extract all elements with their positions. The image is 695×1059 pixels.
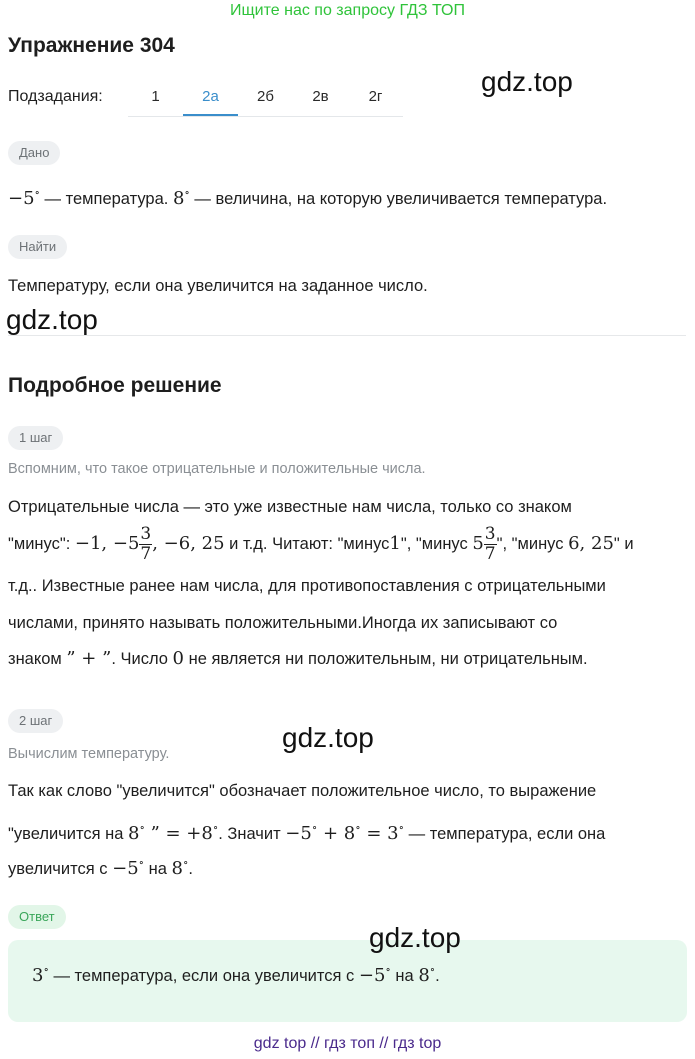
divider	[8, 335, 686, 336]
watermark: gdz.top	[369, 922, 461, 953]
given-text: −5∘ — температура. 8∘ — величина, на которую увеличивается температура.	[8, 186, 608, 209]
step2-line3: увеличится с −5∘ на 8∘.	[8, 856, 193, 879]
find-text: Температуру, если она увеличится на заданное число.	[8, 277, 428, 295]
step2-line2: "увеличится на 8∘ ” = +8∘. Значит −5∘ + 8∘ = 3∘ — температура, если она	[8, 821, 606, 844]
tab-2v[interactable]: 2в	[312, 88, 329, 105]
step1-hint: Вспомним, что такое отрицательные и положительные числа.	[8, 461, 426, 477]
footer-links[interactable]: gdz top // гдз топ // гдз top	[253, 1035, 442, 1052]
promo-banner[interactable]: Ищите нас по запросу ГДЗ ТОП	[230, 2, 465, 19]
subtasks-tabs	[128, 76, 403, 117]
step1-line1: Отрицательные числа — это уже известные нам числа, только со знаком	[8, 498, 572, 516]
step1-badge: 1 шаг	[8, 426, 63, 450]
step1-line5: знаком ” + ”. Число 0 не является ни положительным, ни отрицательным.	[8, 648, 588, 669]
tab-2g[interactable]: 2г	[368, 88, 383, 105]
subtasks-label: Подзадания:	[8, 88, 103, 105]
tab-2a[interactable]: 2а	[183, 76, 238, 116]
watermark: gdz.top	[6, 304, 98, 335]
page-title: Упражнение 304	[8, 34, 175, 57]
find-badge: Найти	[8, 235, 67, 259]
step1-line2: "минус": −1, −5 $\frac{3}{7}$ , −6, 25 и т.д. Читают: "минус1", "минус 5 $\frac{3}{7}$ ", "минус 6, 25" и	[8, 524, 634, 565]
given-badge: Дано	[8, 141, 60, 165]
tab-2b[interactable]: 2б	[257, 88, 274, 105]
step2-hint: Вычислим температуру.	[8, 746, 170, 762]
watermark: gdz.top	[282, 722, 374, 753]
tab-1[interactable]: 1	[151, 88, 160, 105]
solution-title: Подробное решение	[8, 374, 222, 397]
step1-line4: числами, принято называть положительными.Иногда их записывают со	[8, 614, 558, 632]
step2-line1: Так как слово "увеличится" обозначает положительное число, то выражение	[8, 782, 597, 800]
answer-badge: Ответ	[8, 905, 66, 929]
watermark: gdz.top	[481, 66, 573, 97]
answer-text: 3∘ — температура, если она увеличится с −5∘ на 8∘.	[32, 963, 440, 986]
step2-badge: 2 шаг	[8, 709, 63, 733]
step1-line3: т.д.. Известные ранее нам числа, для противопоставления с отрицательными	[8, 577, 606, 595]
